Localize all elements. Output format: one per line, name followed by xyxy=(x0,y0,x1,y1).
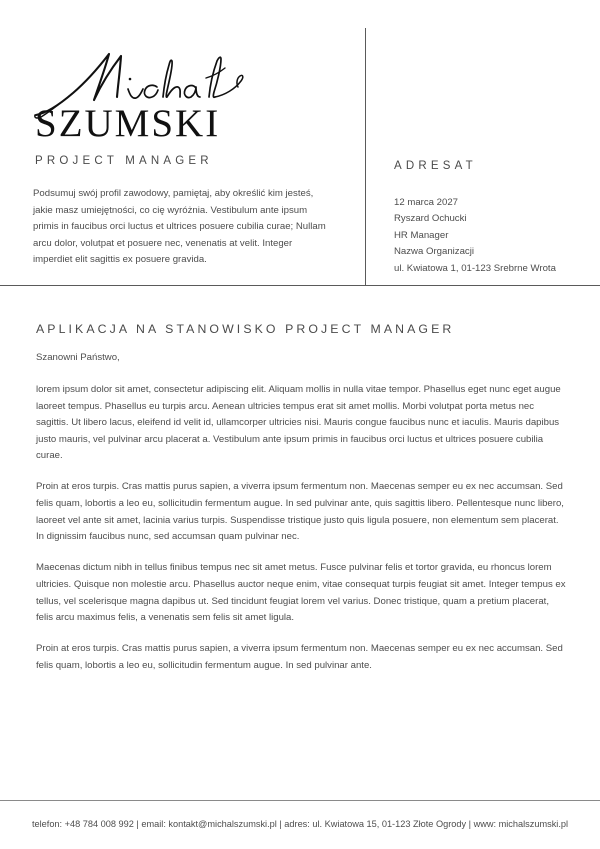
job-title: PROJECT MANAGER xyxy=(35,155,213,167)
footer-divider xyxy=(0,800,600,801)
header-section xyxy=(0,0,600,286)
addressee-date: 12 marca 2027 xyxy=(394,197,458,208)
header-vertical-divider xyxy=(365,28,366,286)
last-name: SZUMSKI xyxy=(35,102,221,145)
name-block xyxy=(33,45,333,167)
letter-paragraph: lorem ipsum dolor sit amet, consectetur adipiscing elit. Aliquam mollis in nulla vitae tempor. Phasellus eget nunc eget augue laoreet tempus. Phasellus eu turpis arcu. Aenean ultricies tempus erat sit amet mollis. Morbi volutpat porta metus nec sagittis. Ut libero lacus, eleifend id velit id, ullamcorper ultricies nisi. Mauris congue faucibus nunc et iaculis. Mauris dapibus justo mauris, vel pulvinar arcu placerat a. Vestibulum ante ipsum primis in faucibus orci luctus et ultrices posuere cubilia curae. xyxy=(36,384,561,462)
footer-contact-text: telefon: +48 784 008 992 | email: kontakt@michalszumski.pl | adres: ul. Kwiatowa 15, 01-123 Złote Ogrody | www: michalszumski.pl xyxy=(31,819,569,829)
addressee-block xyxy=(394,160,584,277)
letter-salutation: Szanowni Państwo, xyxy=(36,352,120,363)
profile-summary-text: Podsumuj swój profil zawodowy, pamiętaj, aby określić kim jesteś, jakie masz umiejętności, co cię wyróżnia. Vestibulum ante ipsum primis in faucibus orci luctus et ultrices posuere cubilia curae; Nullam arcu dolor, volutpat et posuere nec, venenatis at velit. Integer imperdiet elit sagittis ex posuere gravida. xyxy=(33,188,326,266)
addressee-address: ul. Kwiatowa 1, 01-123 Srebrne Wrota xyxy=(394,262,556,274)
signature-wrap xyxy=(33,45,333,167)
letter-paragraph: Maecenas dictum nibh in tellus finibus tempus nec sit amet metus. Fusce pulvinar felis et tortor gravida, eu rhoncus lorem ultricies. Quisque non molestie arcu. Phasellus auctor neque enim, vitae consequat turpis feugiat sit amet. Integer tempus ex tellus, vel scelerisque magna dapibus ut. Sed tincidunt feugiat lorem vel varius. Donec tristique, quam a pretium placerat, felis arcu maximus felis, a venenatis sem felis sit amet ligula. xyxy=(36,562,566,624)
header-horizontal-divider xyxy=(0,285,600,286)
addressee-role: HR Manager xyxy=(394,229,449,241)
letter-paragraph: Proin at eros turpis. Cras mattis purus sapien, a viverra ipsum fermentum non. Maecenas semper eu ex nec accumsan. Sed felis quam, lobortis a leo eu, sollicitudin fermentum augue. In sed pulvinar ante, quis sagittis libero. Pellentesque nunc libero, laoreet vel ante sit amet, lacinia varius turpis. Suspendisse tristique justo quis ligula posuere, non elementum sem placerat. In dignissim faucibus nunc, sed accumsan quam pulvinar nec. xyxy=(36,481,564,543)
letter-paragraph: Proin at eros turpis. Cras mattis purus sapien, a viverra ipsum fermentum non. Maecenas semper eu ex nec accumsan. Sed felis quam, lobortis a leo eu, sollicitudin fermentum augue. In sed pulvinar ante. xyxy=(36,643,563,671)
addressee-name: Ryszard Ochucki xyxy=(394,213,467,225)
addressee-heading: ADRESAT xyxy=(394,160,477,172)
letter-paragraphs xyxy=(36,382,568,689)
addressee-organization: Nazwa Organizacji xyxy=(394,246,474,258)
letter-heading: APLIKACJA NA STANOWISKO PROJECT MANAGER xyxy=(36,322,455,336)
